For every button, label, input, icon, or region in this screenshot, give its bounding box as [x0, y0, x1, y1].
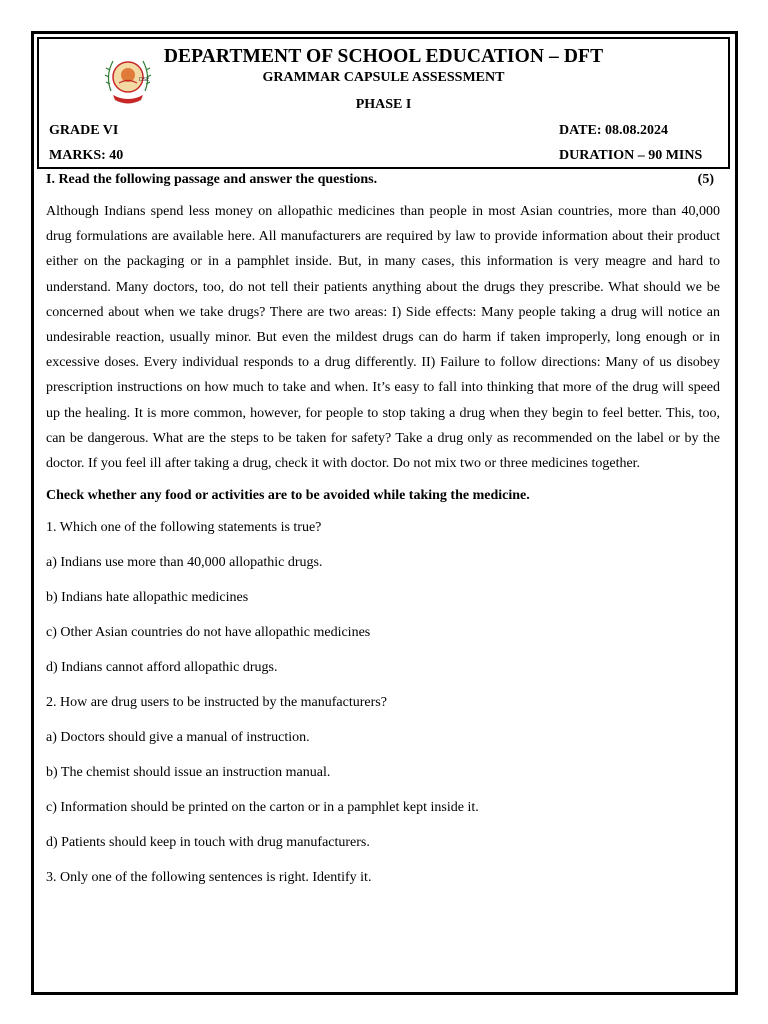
- assessment-subtitle: GRAMMAR CAPSULE ASSESSMENT: [262, 70, 505, 85]
- grade-label: GRADE VI: [49, 123, 119, 138]
- question-1: 1. Which one of the following statements is true?: [46, 520, 322, 536]
- duration-label: DURATION – 90 MINS: [559, 148, 703, 163]
- option-2b: b) The chemist should issue an instruction manual.: [46, 765, 331, 781]
- option-2a: a) Doctors should give a manual of instruction.: [46, 730, 310, 746]
- check-instruction: Check whether any food or activities are to be avoided while taking the medicine.: [46, 488, 530, 504]
- question-3: 3. Only one of the following sentences is right. Identify it.: [46, 870, 372, 886]
- section-heading: [46, 172, 720, 188]
- option-1a: a) Indians use more than 40,000 allopathic drugs.: [46, 555, 323, 571]
- option-2d: d) Patients should keep in touch with drug manufacturers.: [46, 835, 370, 851]
- phase-label: PHASE I: [355, 97, 412, 112]
- option-1d: d) Indians cannot afford allopathic drugs.: [46, 660, 278, 676]
- question-section: [46, 172, 720, 887]
- svg-text:DSE: DSE: [139, 77, 150, 83]
- reading-passage: Although Indians spend less money on allopathic medicines than people in most Asian countries, more than 40,000 drug formulations are available here. All manufacturers are required by law to provide information about their product either on the packaging or in a pamphlet inside. But, in many cases, this information is very meagre and hard to understand. Many doctors, too, do not tell their patients anything about the drugs they prescribe. What should we be concerned about when we take drugs? There are two areas: I) Side effects: Many people taking a drug will notice an undesirable reaction, usually minor. But even the mildest drugs can do harm if taken improperly, long enough or in excessive doses. Every individual responds to a drug differently. II) Failure to follow directions: Many of us disobey prescription instructions on how much to take and when. It’s easy to fall into thinking that more of the drug will speed up the healing. It is more common, however, for people to stop taking a drug when they begin to feel better. This, too, can be dangerous. What are the steps to be taken for safety? Take a drug only as recommended on the label or by the doctor. If you feel ill after taking a drug, check it with doctor. Do not mix two or three medicines together.: [46, 204, 720, 472]
- option-1b: b) Indians hate allopathic medicines: [46, 590, 249, 606]
- department-title: DEPARTMENT OF SCHOOL EDUCATION – DFT: [163, 46, 604, 67]
- section-marks: (5): [697, 172, 714, 187]
- header-box: [37, 37, 730, 169]
- section-heading-text: I. Read the following passage and answer the questions.: [46, 172, 378, 187]
- date-label: DATE: 08.08.2024: [559, 123, 669, 138]
- question-2: 2. How are drug users to be instructed by the manufacturers?: [46, 695, 387, 711]
- option-2c: c) Information should be printed on the carton or in a pamphlet kept inside it.: [46, 800, 479, 816]
- marks-label: MARKS: 40: [49, 148, 124, 163]
- option-1c: c) Other Asian countries do not have allopathic medicines: [46, 625, 371, 641]
